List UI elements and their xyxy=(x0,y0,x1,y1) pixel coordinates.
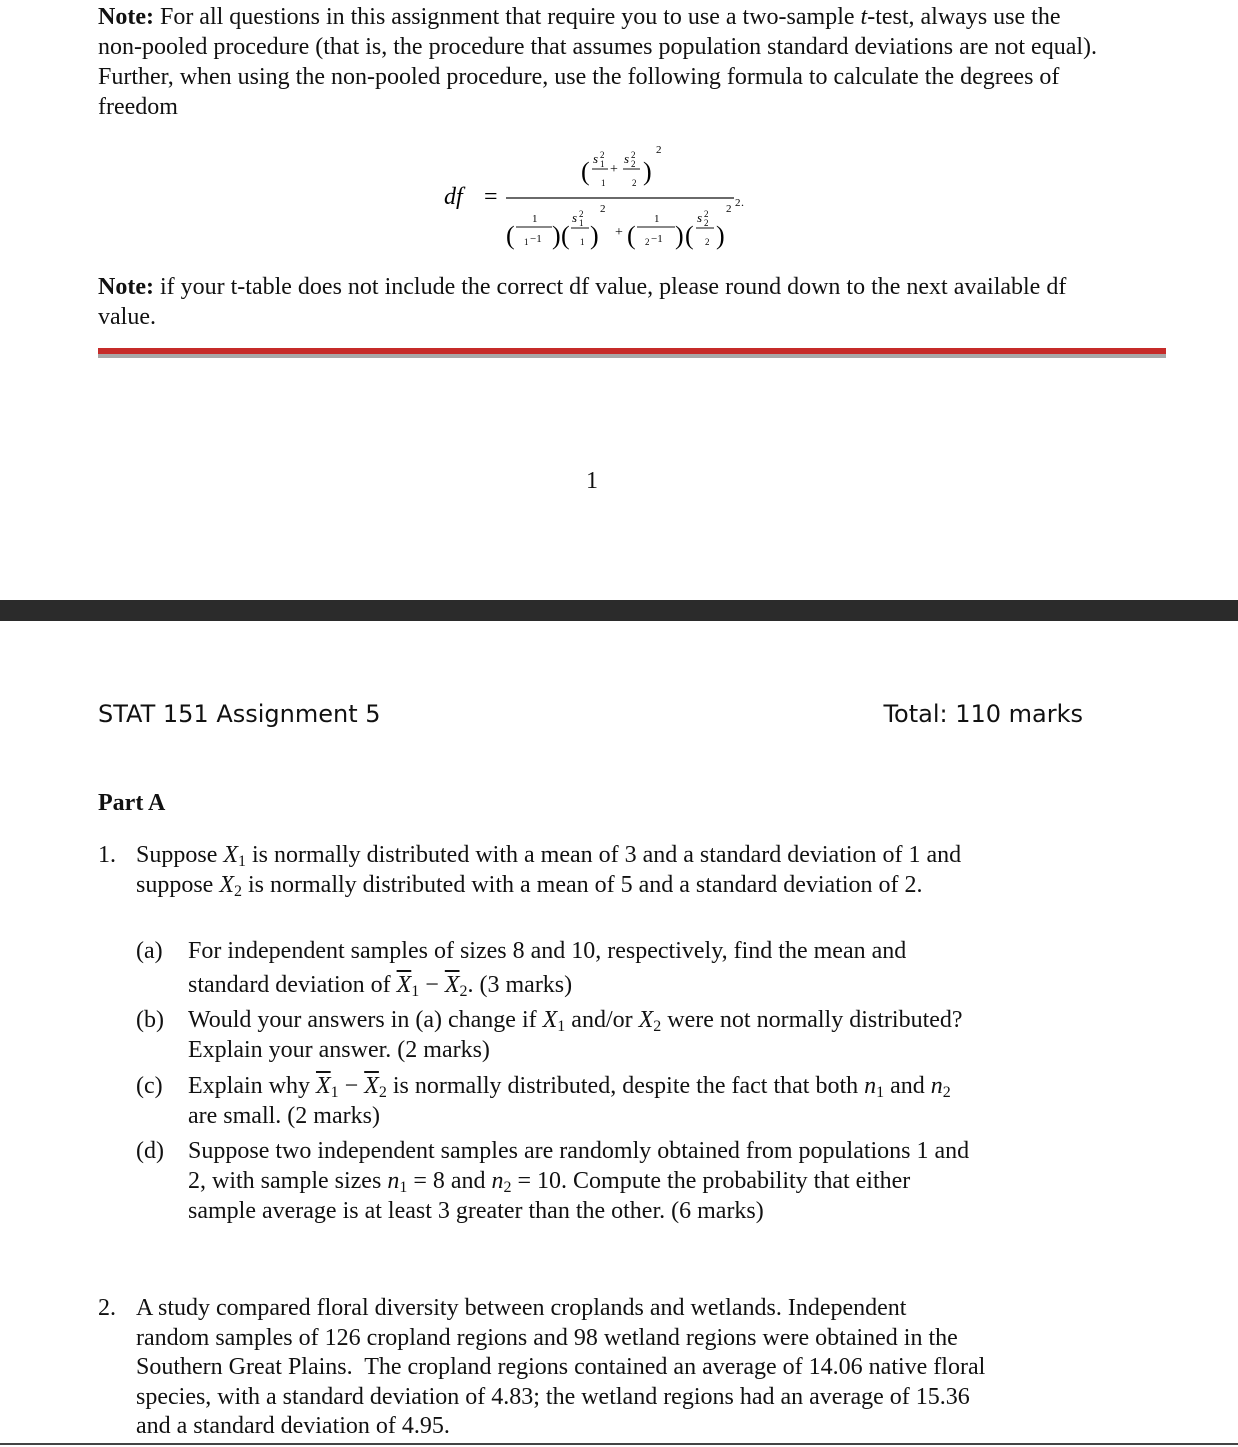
den-plus: + xyxy=(615,225,623,240)
den1-paren-l: ( xyxy=(506,221,515,250)
q1-l1b: is normally distributed with a mean of 3 and a standard deviation of 1 and xyxy=(246,842,962,868)
num-plus: + xyxy=(610,162,618,177)
note-label: Note: xyxy=(98,4,154,30)
q1c-n1: n xyxy=(864,1073,877,1099)
q1d-line1: Suppose two independent samples are randomly obtained from populations 1 and xyxy=(188,1138,970,1164)
q1a-xbar1-sub: 1 xyxy=(411,983,420,1000)
den1-s: s xyxy=(572,210,578,225)
q1a-xbar2-sub: 2 xyxy=(459,983,468,1000)
den1-one: 1 xyxy=(532,213,538,225)
q2-number: 2. xyxy=(98,1295,116,1321)
num-s2: s xyxy=(624,151,630,166)
den2-s-sq: 2 xyxy=(704,209,709,219)
q1-l2b: is normally distributed with a mean of 5 and a standard deviation of 2. xyxy=(242,872,923,898)
q1-l1a: Suppose xyxy=(136,842,224,868)
q1c-xbar2: $\overline{X}$ xyxy=(364,1073,379,1099)
q2-line2: random samples of 126 cropland regions and 98 wetland regions were obtained in the xyxy=(136,1325,958,1351)
bottom-rule xyxy=(0,1443,1238,1445)
page-number: 1 xyxy=(586,468,598,494)
df-formula xyxy=(444,138,774,258)
q1-number: 1. xyxy=(98,842,116,868)
q1c-line2: are small. (2 marks) xyxy=(188,1103,380,1129)
q1d-l2a: 2, with sample sizes xyxy=(188,1168,388,1194)
den1-minus1: −1 xyxy=(530,233,542,245)
q1b-x1-sub: 1 xyxy=(557,1018,566,1035)
q1c-n2: n xyxy=(930,1073,943,1099)
den1-paren-r: ) xyxy=(552,221,561,250)
q1c-minus: − xyxy=(338,1073,365,1099)
assignment-title: STAT 151 Assignment 5 xyxy=(98,700,381,728)
q1a-line1: For independent samples of sizes 8 and 10, respectively, find the mean and xyxy=(188,938,907,964)
q1d-line2 xyxy=(188,1166,1088,1196)
note-t: t xyxy=(860,4,868,30)
q1a-l2a: standard deviation of xyxy=(188,972,397,998)
bar-square: 2 xyxy=(735,197,741,209)
q1a-line2 xyxy=(188,970,1088,1000)
gray-rule xyxy=(98,354,1166,358)
q1d-n1: n xyxy=(387,1168,400,1194)
den2b-paren-r: ) xyxy=(716,221,725,250)
den2-n-sub: 2 xyxy=(645,237,650,247)
q1b-l1c: were not normally distributed? xyxy=(661,1007,963,1033)
q1-l2a: suppose xyxy=(136,872,220,898)
q1c-l1b: is normally distributed, despite the fact that both xyxy=(386,1073,865,1099)
den2-paren-r: ) xyxy=(675,221,684,250)
q1c-xbar1: $\overline{X}$ xyxy=(315,1073,331,1099)
note-text-2: -test, always use the non-pooled procedure (that is, the procedure that assumes population standard deviations are not equal). Further, when using the non-pooled procedure, use the following formula to calculate the degrees of freedom xyxy=(98,4,1098,120)
q1a-l2b: . (3 marks) xyxy=(467,972,573,998)
q1b-x1: X xyxy=(542,1007,558,1033)
den1b-n-sub: 1 xyxy=(580,237,585,247)
q1-x1: X xyxy=(223,842,239,868)
den1-s-sub: 1 xyxy=(579,218,584,228)
note-text-1: For all questions in this assignment that require you to use a two-sample xyxy=(153,4,861,30)
page-one xyxy=(0,0,1238,600)
q1d-label: (d) xyxy=(136,1138,164,1164)
q1b-line1 xyxy=(188,1005,1088,1035)
q2-line4: species, with a standard deviation of 4.83; the wetland regions had an average of 15.36 xyxy=(136,1384,970,1410)
q1b-x2-sub: 2 xyxy=(653,1018,662,1035)
q1a-xbar1: $\overline{X}$ xyxy=(396,972,412,998)
q2-line3: Southern Great Plains. The cropland regions contained an average of 14.06 native floral xyxy=(136,1354,986,1380)
df-note xyxy=(98,2,1098,122)
q1d-l2c: = 10. Compute the probability that either xyxy=(511,1168,911,1194)
note2-text: if your t-table does not include the correct df value, please round down to the next available df value. xyxy=(98,274,1067,330)
q1-x2: X xyxy=(219,872,235,898)
num-s2-sub: 2 xyxy=(631,159,636,169)
q1d-n2-sub: 2 xyxy=(503,1179,512,1196)
q1d-n1-sub: 1 xyxy=(399,1179,408,1196)
num-n1-sub: 1 xyxy=(601,178,606,188)
den2-s-sub: 2 xyxy=(704,218,709,228)
q1c-l1c: and xyxy=(884,1073,931,1099)
q1a-minus: − xyxy=(419,972,445,998)
num-s2-sq: 2 xyxy=(631,150,636,160)
q1c-label: (c) xyxy=(136,1073,163,1099)
formula-eq: = xyxy=(484,184,498,210)
den1b-paren-l: ( xyxy=(561,221,570,250)
q1-x2-sub: 2 xyxy=(234,883,243,900)
num-square: 2 xyxy=(656,144,662,156)
page-divider xyxy=(0,600,1238,621)
q1d-l2b: = 8 and xyxy=(407,1168,492,1194)
q1b-x2: X xyxy=(638,1007,654,1033)
q1c-xbar2-sub: 2 xyxy=(378,1084,387,1101)
num-paren-left: ( xyxy=(581,157,590,186)
num-n2-sub: 2 xyxy=(632,178,637,188)
q1c-n1-sub: 1 xyxy=(876,1084,885,1101)
den2-s: s xyxy=(697,210,703,225)
df-formula-svg xyxy=(444,138,774,258)
q1b-l1a: Would your answers in (a) change if xyxy=(188,1007,543,1033)
den2-paren-l: ( xyxy=(627,221,636,250)
num-paren-right: ) xyxy=(643,157,652,186)
q1a-label: (a) xyxy=(136,938,163,964)
q1a-xbar2: $\overline{X}$ xyxy=(444,972,460,998)
round-down-note xyxy=(98,272,1098,332)
formula-end: . xyxy=(741,195,744,209)
den2b-n-sub: 2 xyxy=(705,237,710,247)
q1d-line3: sample average is at least 3 greater than the other. (6 marks) xyxy=(188,1198,764,1224)
q1d-n2: n xyxy=(491,1168,504,1194)
q1-line1 xyxy=(136,840,961,870)
den1-n-sub: 1 xyxy=(524,237,529,247)
den2b-paren-l: ( xyxy=(685,221,694,250)
den2-one: 1 xyxy=(654,213,660,225)
den2-minus1: −1 xyxy=(651,233,663,245)
note2-label: Note: xyxy=(98,274,154,300)
q2-line1: A study compared floral diversity between croplands and wetlands. Independent xyxy=(136,1295,907,1321)
den1-s-sq: 2 xyxy=(579,209,584,219)
q1c-n2-sub: 2 xyxy=(942,1084,951,1101)
q1b-line2: Explain your answer. (2 marks) xyxy=(188,1037,490,1063)
num-s1-sq: 2 xyxy=(600,150,605,160)
total-marks: Total: 110 marks xyxy=(883,700,1083,728)
den1b-paren-r: ) xyxy=(590,221,599,250)
q1-x1-sub: 1 xyxy=(238,853,247,870)
num-s1: s xyxy=(593,151,599,166)
q1c-line1 xyxy=(188,1071,1088,1101)
q1b-label: (b) xyxy=(136,1007,164,1033)
q1c-l1a: Explain why xyxy=(188,1073,316,1099)
formula-lhs: df xyxy=(444,184,463,210)
den1-square: 2 xyxy=(600,203,606,215)
q1c-xbar1-sub: 1 xyxy=(330,1084,339,1101)
q2-line5: and a standard deviation of 4.95. xyxy=(136,1413,450,1439)
q1-line2 xyxy=(136,870,923,900)
q1b-l1b: and/or xyxy=(565,1007,639,1033)
den2-square: 2 xyxy=(726,203,732,215)
part-heading: Part A xyxy=(98,790,166,816)
num-s1-sub: 1 xyxy=(600,159,605,169)
